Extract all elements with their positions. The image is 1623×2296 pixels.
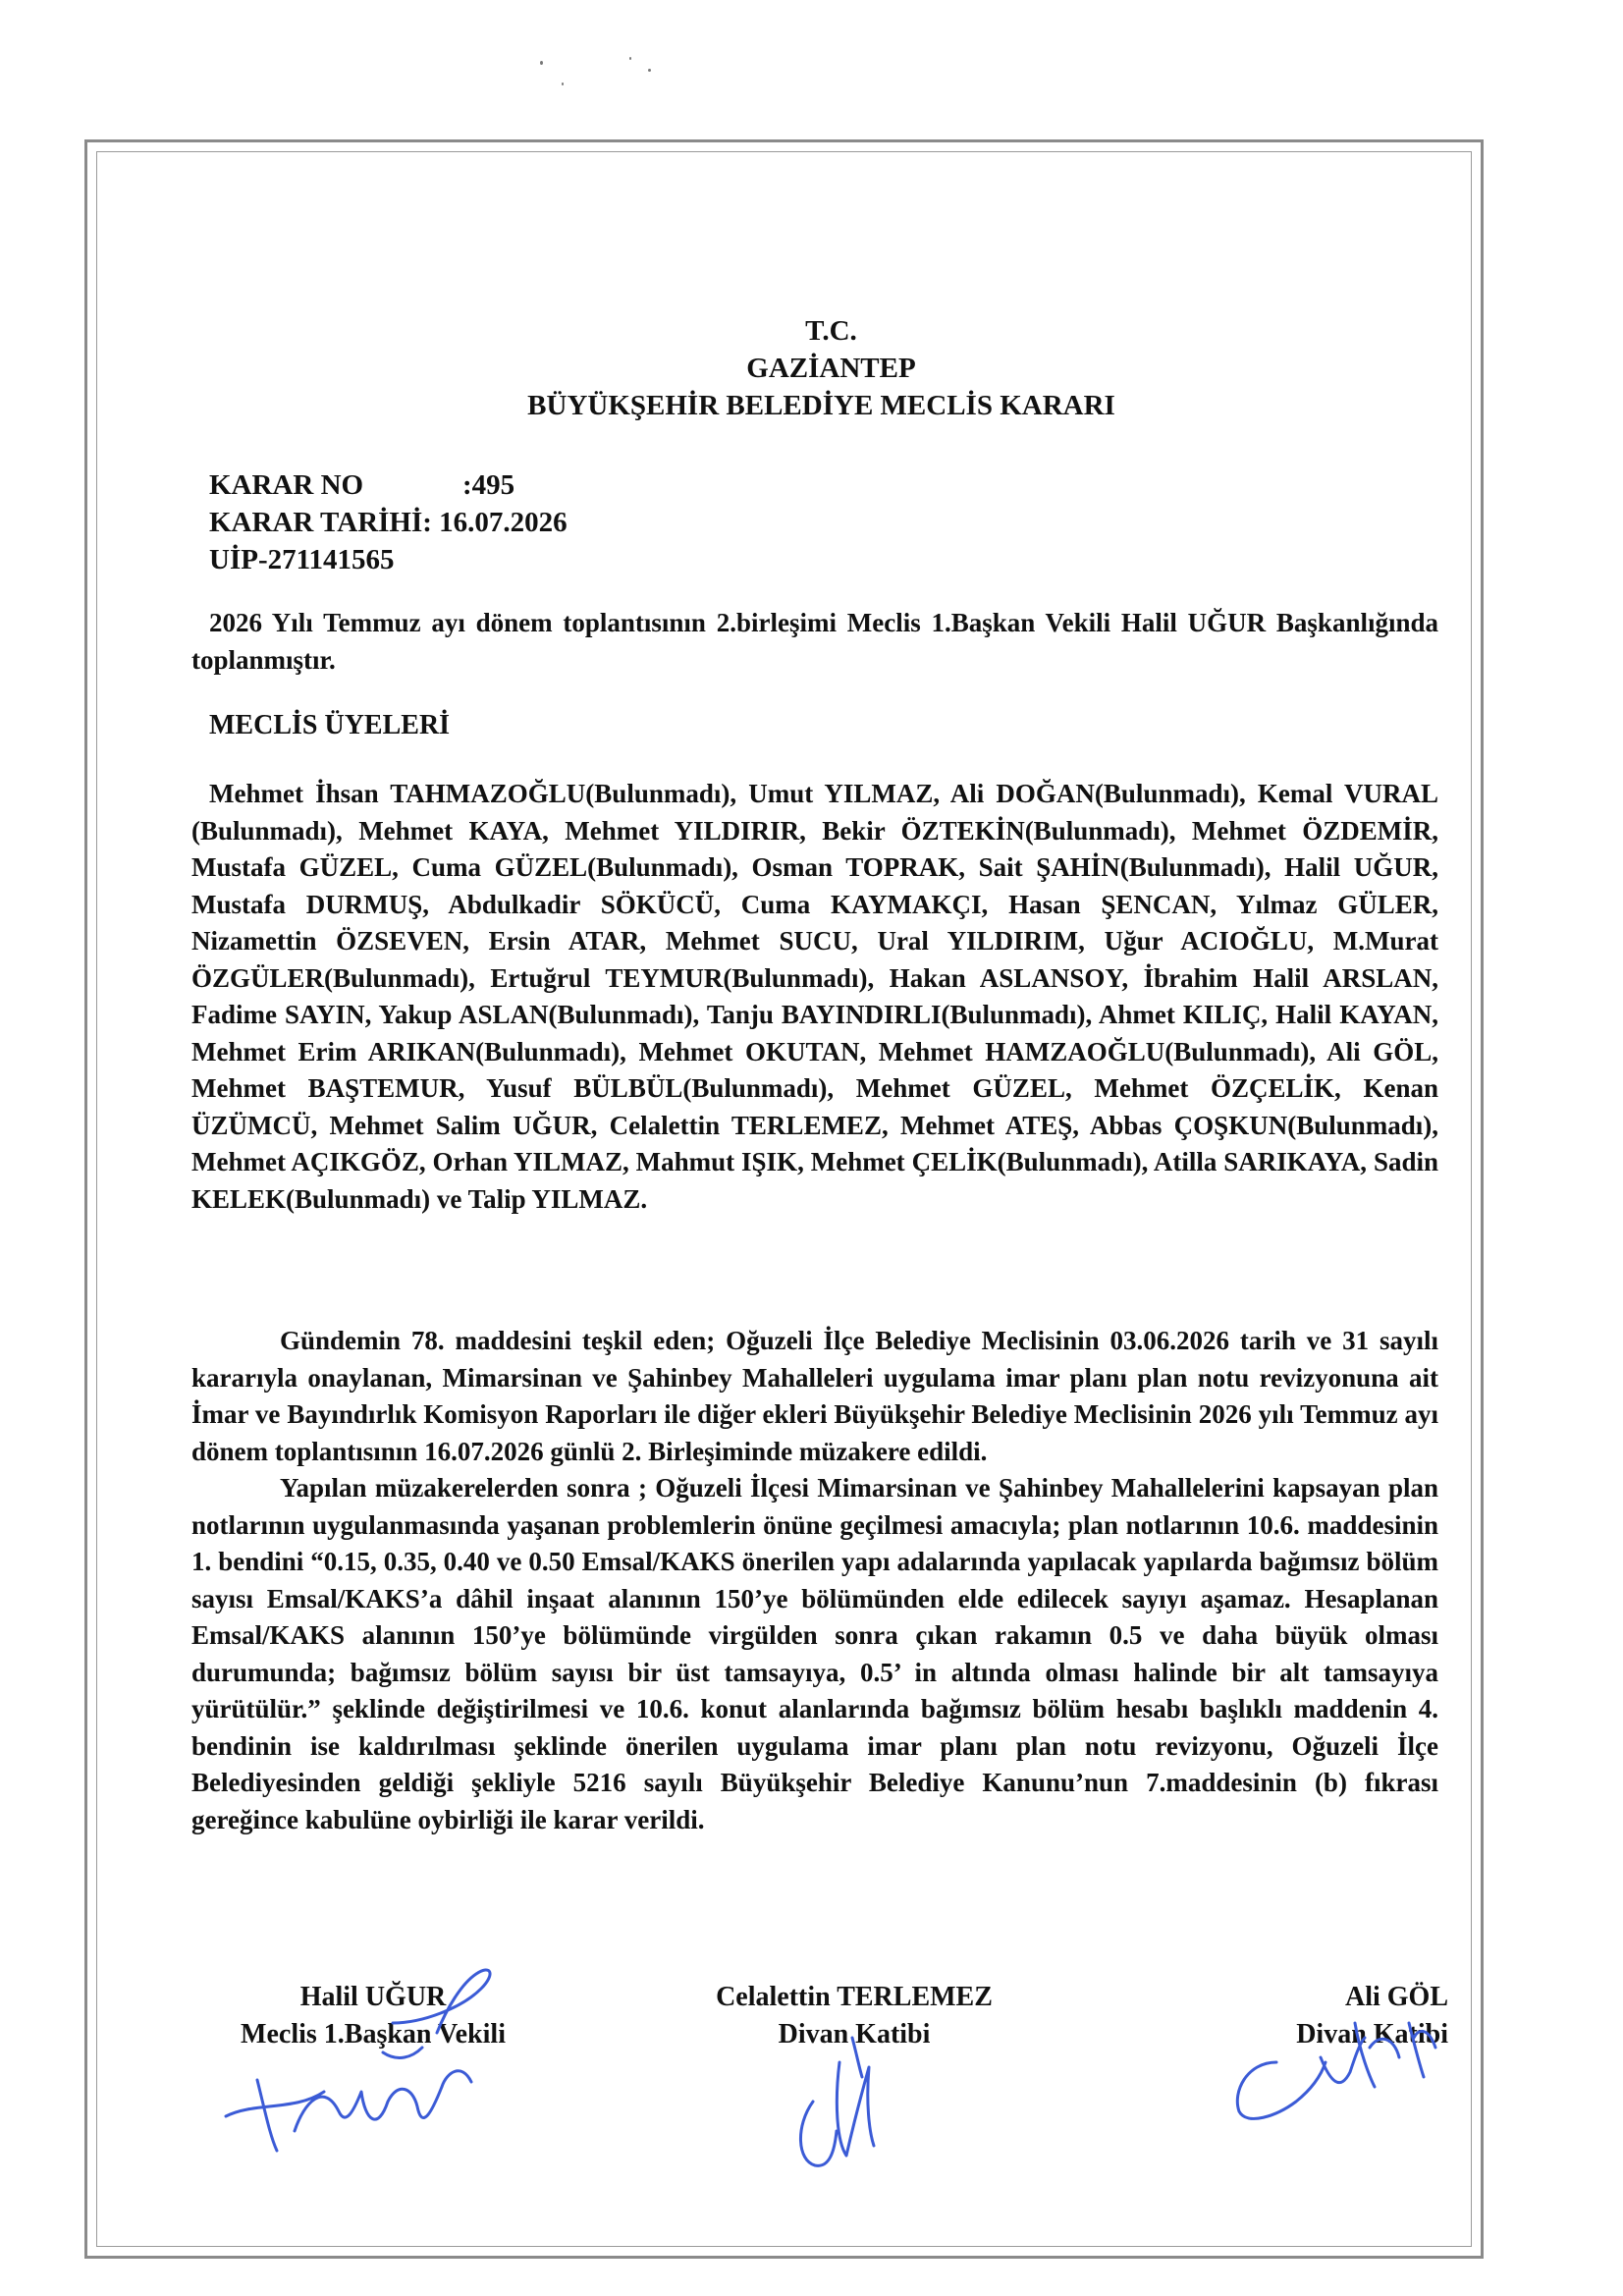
members-list: [191, 776, 1438, 1218]
members-title: MECLİS ÜYELERİ: [209, 710, 451, 740]
decision-body: [191, 1323, 1438, 1838]
karar-no-label: KARAR NO: [209, 469, 364, 501]
karar-tarihi-label: KARAR TARİHİ: [209, 507, 423, 538]
intro-text: 2026 Yılı Temmuz ayı dönem toplantısının 2.birleşimi Meclis 1.Başkan Vekili Halil UĞUR Başkanlığında toplanmıştır.: [191, 608, 1438, 675]
signature-name: Halil UĞUR: [299, 1982, 447, 2012]
signature-name: Celalettin TERLEMEZ: [716, 1982, 993, 2012]
signature-title: Meclis 1.Başkan Vekili: [241, 2019, 506, 2050]
decision-paragraph-2: Yapılan müzakerelerden sonra ; Oğuzeli İlçesi Mimarsinan ve Şahinbey Mahallelerini kapsayan plan notlarının uygulanmasında yaşanan problemlerin önüne geçilmesi amacıyla; plan notlarının 10.6. maddesinin 1. bendini “0.15, 0.35, 0.40 ve 0.50 Emsal/KAKS önerilen yapı adalarında yapılacak yapılarda bağımsız bölüm sayısı Emsal/KAKS’a dâhil inşaat alanının 150’ye bölümünden elde edilecek sayıyı aşamaz. Hesaplanan Emsal/KAKS alanının 150’ye bölümünde virgülden sonra çıkan rakamın 0.5 ve daha büyük olması durumunda; bağımsız bölüm sayısı bir üst tamsayıya, 0.5’ in altında olması halinde bir alt tamsayıya yürütülür.” şeklinde değiştirilmesi ve 10.6. konut alanlarında bağımsız bölüm hesabı başlıklı maddenin 4. bendinin ise kaldırılması şeklinde önerilen uygulama imar planı plan notu revizyonu, Oğuzeli İlçe Belediyesinden geldiği şekliyle 5216 sayılı Büyükşehir Belediye Kanunu’nun 7.maddesinin (b) fıkrası gereğince kabulüne oybirliği ile karar verildi.: [191, 1473, 1438, 1834]
uip-code: UİP-271141565: [209, 544, 395, 575]
signature-title: Divan Katibi: [778, 2019, 931, 2050]
signature-block-secretary-2: [1232, 1979, 1448, 2053]
signature-name: Ali GÖL: [1344, 1982, 1448, 2012]
scan-speck: [540, 61, 543, 65]
members-text: Mehmet İhsan TAHMAZOĞLU(Bulunmadı), Umut YILMAZ, Ali DOĞAN(Bulunmadı), Kemal VURAL (Bulunmadı), Mehmet KAYA, Mehmet YILDIRIR, Bekir ÖZTEKİN(Bulunmadı), Mehmet ÖZDEMİR, Mustafa GÜZEL, Cuma GÜZEL(Bulunmadı), Osman TOPRAK, Sait ŞAHİN(Bulunmadı), Halil UĞUR, Mustafa DURMUŞ, Abdulkadir SÖKÜCÜ, Cuma KAYMAKÇI, Hasan ŞENCAN, Yılmaz GÜLER, Nizamettin ÖZSEVEN, Ersin ATAR, Mehmet SUCU, Ural YILDIRIM, Uğur ACIOĞLU, M.Murat ÖZGÜLER(Bulunmadı), Ertuğrul TEYMUR(Bulunmadı), Hakan ASLANSOY, İbrahim Halil ARSLAN, Fadime SAYIN, Yakup ASLAN(Bulunmadı), Tanju BAYINDIRLI(Bulunmadı), Ahmet KILIÇ, Halil KAYAN, Mehmet Erim ARIKAN(Bulunmadı), Mehmet OKUTAN, Mehmet HAMZAOĞLU(Bulunmadı), Ali GÖL, Mehmet BAŞTEMUR, Yusuf BÜLBÜL(Bulunmadı), Mehmet GÜZEL, Mehmet ÖZÇELİK, Kenan ÜZÜMCÜ, Mehmet Salim UĞUR, Celalettin TERLEMEZ, Mehmet ATEŞ, Abbas ÇOŞKUN(Bulunmadı), Mehmet AÇIKGÖZ, Orhan YILMAZ, Mahmut IŞIK, Mehmet ÇELİK(Bulunmadı), Atilla SARIKAYA, Sadin KELEK(Bulunmadı) ve Talip YILMAZ.: [191, 779, 1438, 1214]
document-header: [0, 312, 1623, 424]
karar-tarihi-row: [209, 504, 568, 541]
karar-no-row: [209, 466, 568, 504]
header-line-title: BÜYÜKŞEHİR BELEDİYE MECLİS KARARI: [527, 390, 1115, 421]
decision-paragraph-1: Gündemin 78. maddesini teşkil eden; Oğuzeli İlçe Belediye Meclisinin 03.06.2026 tarih ve 31 sayılı kararıyla onaylanan, Mimarsinan ve Şahinbey Mahalleleri uygulama imar planı plan notu revizyonuna ait İmar ve Bayındırlık Komisyon Raporları ile diğer ekleri Büyükşehir Belediye Meclisinin 2026 yılı Temmuz ayı dönem toplantısının 16.07.2026 günlü 2. Birleşiminde müzakere edildi.: [191, 1326, 1438, 1466]
scan-speck: [629, 57, 631, 60]
header-line-tc: T.C.: [805, 315, 857, 347]
decision-meta: [209, 466, 568, 578]
karar-no-value: :495: [462, 469, 515, 501]
karar-tarihi-value: : 16.07.2026: [422, 507, 568, 538]
scan-speck: [648, 69, 651, 72]
header-line-city: GAZİANTEP: [746, 353, 916, 384]
signature-block-secretary-1: [677, 1979, 1031, 2053]
scan-speck: [562, 82, 564, 85]
signature-block-chair: [206, 1979, 540, 2053]
intro-paragraph: [191, 605, 1438, 679]
signature-title: Divan Katibi: [1296, 2019, 1448, 2050]
